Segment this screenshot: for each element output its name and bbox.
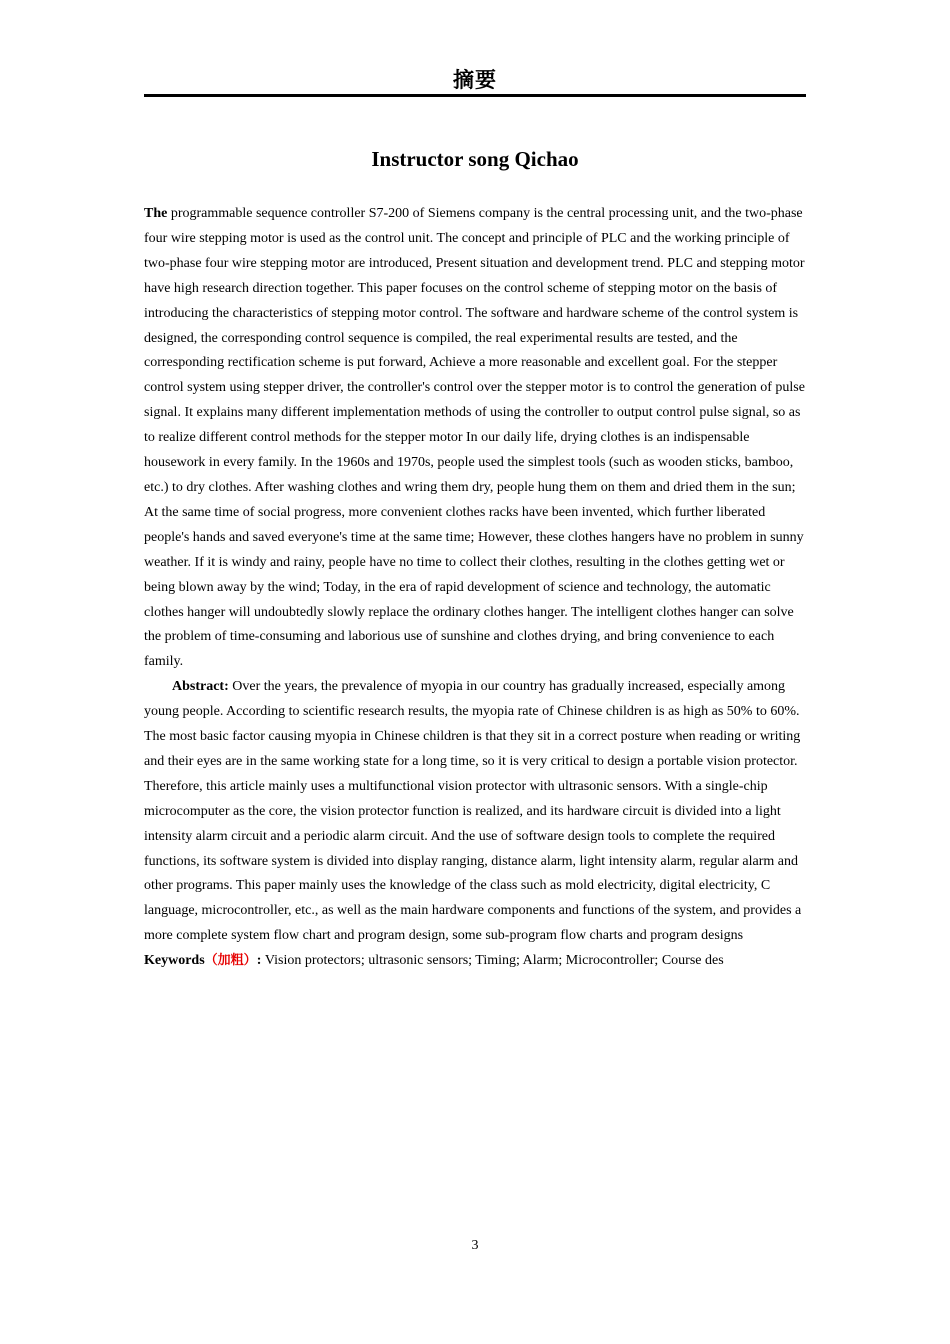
keywords-text: Vision protectors; ultrasonic sensors; Timing; Alarm; Microcontroller; Course des <box>261 953 724 969</box>
intro-text: programmable sequence controller S7-200 of Siemens company is the central processing unit, and the two-phase four wire stepping motor is used as the control unit. The concept and principle of PLC and the working principle of two-phase four wire stepping motor are introduced, Present situation and development trend. PLC and stepping motor have high research direction together. This paper focuses on the control scheme of stepping motor on the basis of introducing the characteristics of stepping motor control. The software and hardware scheme of the control system is designed, the corresponding control sequence is compiled, the real experimental results are tested, and the corresponding rectification scheme is put forward, Achieve a more reasonable and excellent goal. For the stepper control system using stepper driver, the controller's control over the stepper motor is to control the generation of pulse signal. It explains many different implementation methods of using the controller to output control pulse signal, so as to realize different control methods for the stepper motor In our daily life, drying clothes is an indispensable housework in every family. In the 1960s and 1970s, people used the simplest tools (such as wooden sticks, bamboo, etc.) to dry clothes. After washing clothes and wring them dry, people hung them on them and dried them in the sun; At the same time of social progress, more convenient clothes racks have been invented, which further liberated people's hands and saved everyone's time at the same time; However, these clothes hangers have no problem in sunny weather. If it is windy and rainy, people have no time to collect their clothes, resulting in the clothes getting wet or being blown away by the wind; Today, in the era of rapid development of science and technology, the automatic clothes hanger will undoubtedly slowly replace the ordinary clothes hanger. The intelligent clothes hanger can solve the problem of time-consuming and laborious use of sunshine and clothes drying, and bring convenience to each family. <box>144 206 805 670</box>
page-number: 3 <box>471 1238 479 1253</box>
intro-paragraph <box>144 202 806 675</box>
abstract-text: Over the years, the prevalence of myopia in our country has gradually increased, especially among young people. According to scientific research results, the myopia rate of Chinese children is as high as 50% to 60%. The most basic factor causing myopia in Chinese children is that they sit in a correct posture when reading or writing and their eyes are in the same working state for a long time, so it is very critical to design a portable vision protector. Therefore, this article mainly uses a multifunctional vision protector with ultrasonic sensors. With a single-chip microcomputer as the core, the vision protector function is realized, and its hardware circuit is divided into a light intensity alarm circuit and a periodic alarm circuit. And the use of software design tools to complete the required functions, its software system is divided into display ranging, distance alarm, light intensity alarm, regular alarm and other programs. This paper mainly uses the knowledge of the class such as mold electricity, digital electricity, C language, microcontroller, etc., as well as the main hardware components and functions of the system, and provides a more complete system flow chart and program design, some sub-program flow charts and program designs <box>144 679 802 944</box>
abstract-paragraph <box>144 675 806 949</box>
intro-lead-word: The <box>144 206 168 221</box>
page-header-title: 摘要 <box>453 68 497 92</box>
keywords-label: Keywords <box>144 953 205 969</box>
header-rule <box>144 94 806 97</box>
keywords-paragraph <box>144 949 806 974</box>
abstract-label: Abstract: <box>172 679 229 695</box>
document-title: Instructor song Qichao <box>371 147 579 171</box>
keywords-format-note: （加粗） <box>204 953 257 969</box>
document-body <box>144 202 806 974</box>
keywords-colon: : <box>256 953 262 969</box>
